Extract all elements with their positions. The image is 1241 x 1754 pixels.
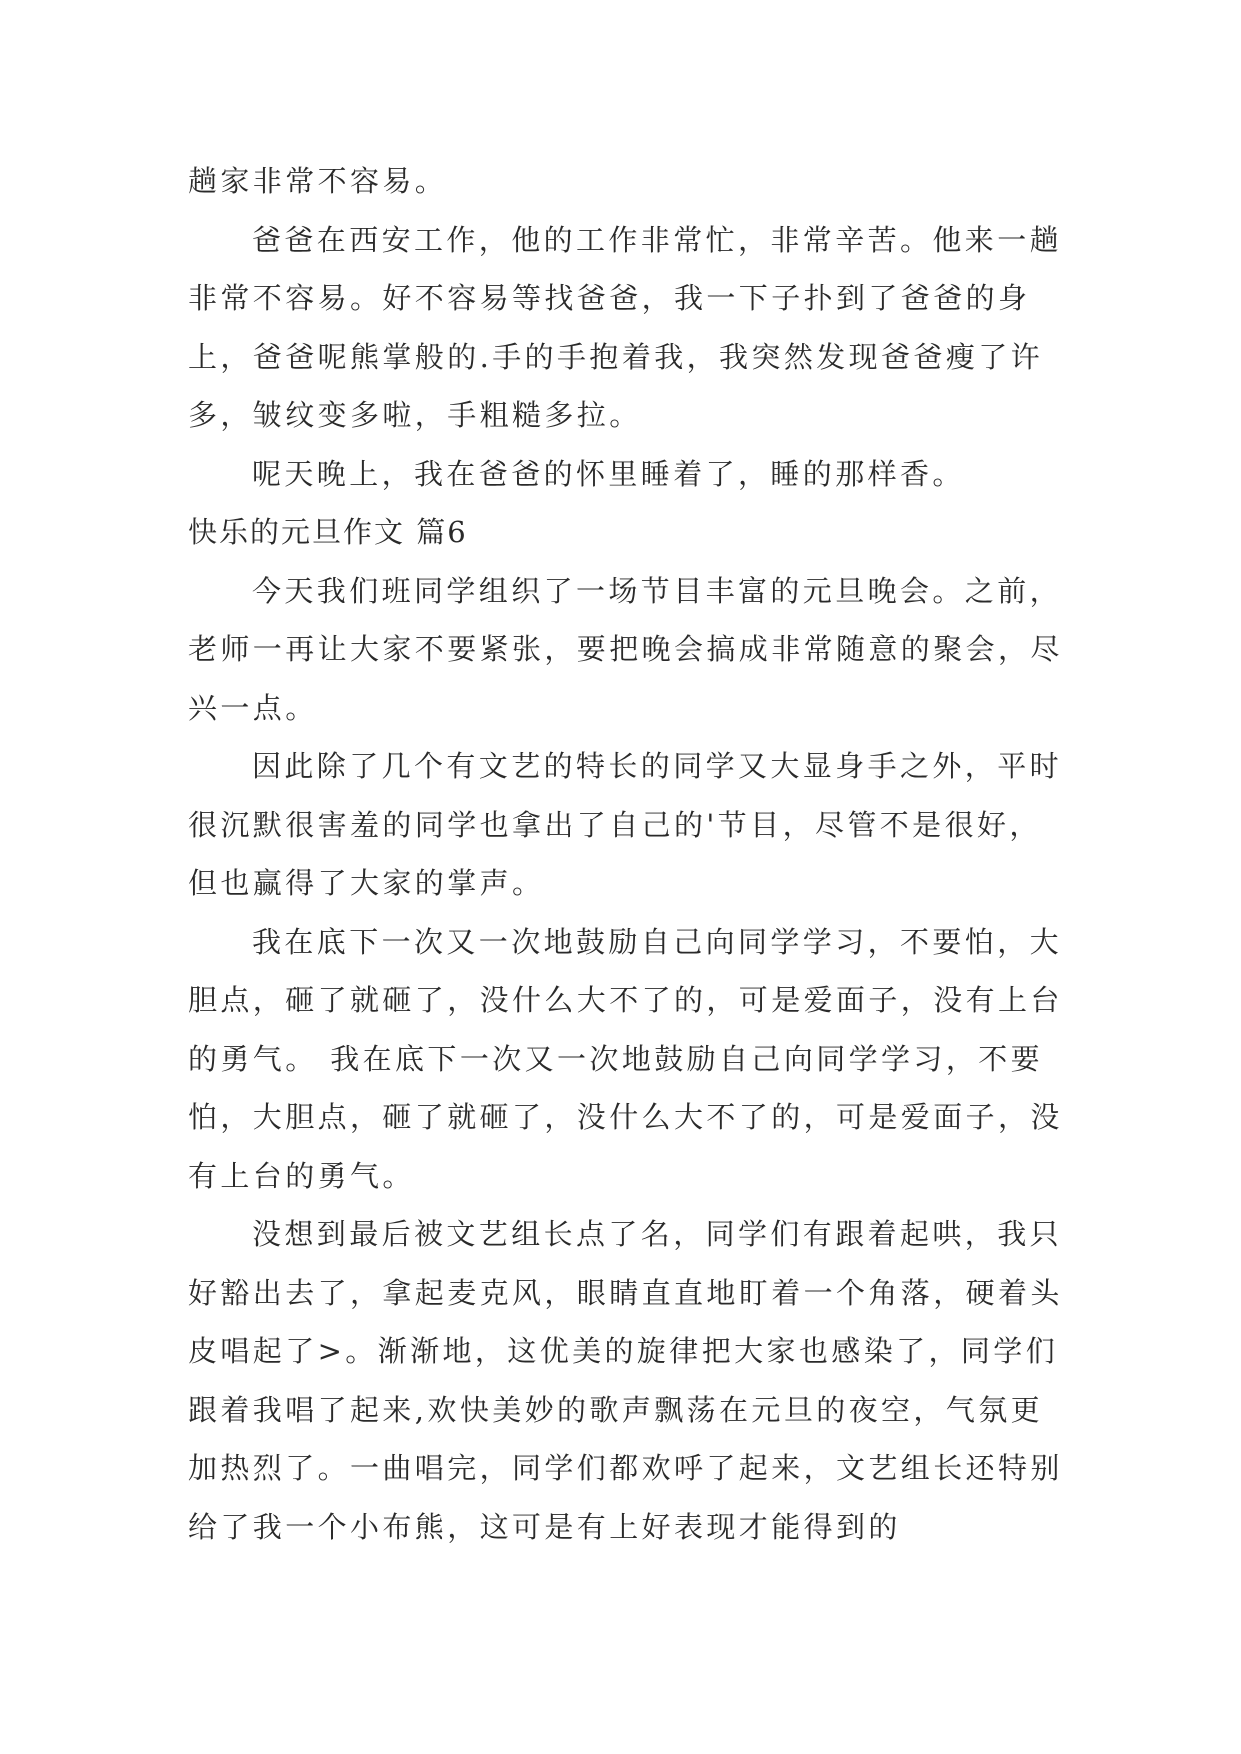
paragraph-singing: 没想到最后被文艺组长点了名，同学们有跟着起哄，我只好豁出去了，拿起麦克风，眼睛直直地盯着一个角落，硬着头皮唱起了>。渐渐地，这优美的旋律把大家也感染了，同学们跟着我唱了起来,欢快美妙的歌声飘荡在元旦的夜空，气氛更加热烈了。一曲唱完，同学们都欢呼了起来，文艺组长还特别给了我一个小布熊，这可是有上好表现才能得到的 <box>188 1217 1063 1544</box>
paragraph-father-visit: 爸爸在西安工作，他的工作非常忙，非常辛苦。他来一趟非常不容易。好不容易等找爸爸，我一下子扑到了爸爸的身上，爸爸呢熊掌般的.手的手抱着我，我突然发现爸爸瘦了许多，皱纹变多啦，手粗糙多拉。 <box>188 222 1063 432</box>
paragraph-encouragement: 我在底下一次又一次地鼓励自己向同学学习，不要怕，大胆点，砸了就砸了，没什么大不了的，可是爱面子，没有上台的勇气。 我在底下一次又一次地鼓励自己向同学学习，不要怕，大胆点，砸了就砸了，没什么大不了的，可是爱面子，没有上台的勇气。 <box>188 924 1063 1193</box>
paragraph-that-night: 呢天晚上，我在爸爸的怀里睡着了，睡的那样香。 <box>252 456 965 491</box>
paragraph-performances: 因此除了几个有文艺的特长的同学又大显身手之外，平时很沉默很害羞的同学也拿出了自己的'节目，尽管不是很好，但也赢得了大家的掌声。 <box>188 749 1063 900</box>
paragraph-continuation: 趟家非常不容易。 <box>188 164 448 198</box>
section-heading: 快乐的元旦作文 篇6 <box>188 515 468 549</box>
document-body <box>188 152 1068 1556</box>
paragraph-party-intro: 今天我们班同学组织了一场节目丰富的元旦晚会。之前，老师一再让大家不要紧张，要把晚会搞成非常随意的聚会，尽兴一点。 <box>188 573 1063 725</box>
